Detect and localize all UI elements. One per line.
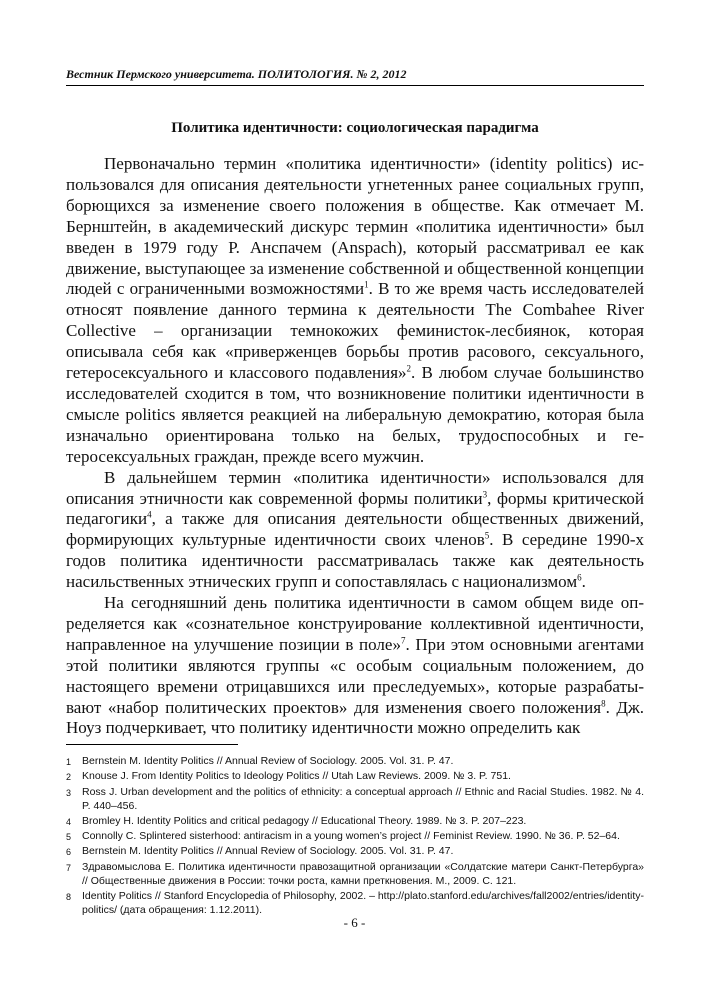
footnote-text: Bernstein M. Identity Politics // Annual Review of Sociology. 2005. Vol. 31. P. 47. xyxy=(82,845,454,858)
section-title: Политика идентичности: социологическая парадигма xyxy=(171,120,539,136)
footnote-number: 1 xyxy=(66,757,72,767)
footnote-ref[interactable]: 8 xyxy=(601,697,606,708)
footnote-number: 8 xyxy=(66,891,72,902)
text-run: . В любом случае большинство исследователей сходится в том, что возникновение политики идентичности в смысле politics является реакцией на либеральную демократию, которая была изначально ориентирована только на белых, трудоспособных и гетеросексуальных граждан, прежде всего мужчин. xyxy=(66,363,645,466)
footnote xyxy=(66,860,644,889)
paragraph xyxy=(66,154,644,468)
text-run: . xyxy=(581,572,586,592)
footnote xyxy=(66,814,644,829)
text-run: , а также для описания деятельности общественных движений, формирующих культурные идентичности своих членов xyxy=(66,509,644,550)
footnote-number: 4 xyxy=(66,816,72,827)
page-number: - 6 - xyxy=(343,915,366,930)
footnote-text: Здравомыслова Е. Политика идентичности правозащитной организации «Солдатские матери Санкт-Петербурга» // Общественные движения в России: точки роста, камни преткновения. М., 2009. С. 121. xyxy=(82,860,644,888)
text-run: В дальнейшем термин «политика идентичности» использовался для описания этничности как современной формы политики xyxy=(66,467,644,508)
running-header: Вестник Пермского университета. ПОЛИТОЛОГИЯ. № 2, 2012 xyxy=(66,67,407,81)
text-run: На сегодняшний день политика идентичности в самом общем виде определяется как «сознательное конструирование коллективной идентичности, направленное на улучшение позиции в поле» xyxy=(66,593,644,654)
footnote-ref[interactable]: 3 xyxy=(482,488,488,499)
text-run: . При этом основными агентами этой политики являются группы «с особым социальным положением, до настоящего времени отрицавшихся или преследуемых», которые разрабатывают «набор политических проектов» для изменения своего положения xyxy=(66,634,644,717)
footnote-ref[interactable]: 1 xyxy=(364,279,369,290)
footnote-number: 3 xyxy=(66,787,72,798)
footnote-number: 7 xyxy=(66,862,72,873)
footnote-divider xyxy=(66,744,238,745)
text-run: . В середине 1990-х годов политика идентичности рассматривалась также как деятельность насильственных этнических групп и сопоставлялась с национализмом xyxy=(66,530,644,592)
footnote xyxy=(66,785,644,814)
footnote-ref[interactable]: 4 xyxy=(147,509,152,520)
footnote-ref[interactable]: 2 xyxy=(406,363,412,374)
footnote-number: 6 xyxy=(66,847,72,858)
footnote-text: Ross J. Urban development and the politics of ethnicity: a conceptual approach // Ethnic and Racial Studies. 1982. № 4. P. 440–456. xyxy=(82,785,644,813)
footnote-text: Bernstein M. Identity Politics // Annual Review of Sociology. 2005. Vol. 31. P. 47. xyxy=(82,755,454,767)
paragraph xyxy=(66,593,644,739)
footnote-ref[interactable]: 5 xyxy=(484,530,490,541)
footnote-ref[interactable]: 6 xyxy=(577,572,582,583)
footnote xyxy=(66,829,644,844)
text-run: Первоначально термин «политика идентичности» (identity politics) использовался для описания деятельности угнетенных ранее социальных групп, борющихся за изменение своего положения в обществе. Как отмечает М. Бернштейн, в академический дискурс термин «политика идентичности» был введен в 1979 году Р. Анспачем (Anspach), который рассматривал ее как движение, выступающее за изменение собственной и общественной концепции людей с ограниченными возможностями xyxy=(66,154,644,299)
article-body xyxy=(66,154,644,739)
footnote-text: Identity Politics // Stanford Encyclopedia of Philosophy, 2002. – http://plato.stanford.edu/archives/fall2002/entries/identity-politics/ (дата обращения: 1.12.2011). xyxy=(82,889,644,917)
footnote-number: 2 xyxy=(66,772,72,783)
footnote xyxy=(66,754,644,769)
footnote-ref[interactable]: 7 xyxy=(400,635,406,646)
footnote-number: 5 xyxy=(66,832,72,843)
footnotes xyxy=(66,754,644,917)
text-run: , формы критической педагогики xyxy=(66,488,644,529)
footnote xyxy=(66,769,644,784)
footnote-text: Bromley H. Identity Politics and critical pedagogy // Educational Theory. 1989. № 3. P. 207–223. xyxy=(82,814,527,827)
footnote-text: Connolly C. Splintered sisterhood: antiracism in a young women’s project // Feminist Review. 1990. № 36. P. 52–64. xyxy=(82,830,620,843)
footnote xyxy=(66,889,644,918)
paragraph xyxy=(66,468,644,593)
footnote xyxy=(66,844,644,859)
text-run: . Дж. Ноуз подчеркивает, что политику идентичности можно определить как xyxy=(66,697,645,738)
text-run: . В то же время часть исследователей относят появление данного термина к деятельности The Combahee River Collective – организации темнокожих феминисток-лесбиянок, которая описывала себя как «приверженцев борьбы против расового, сексуального, гетеросексуального и классового подавления» xyxy=(66,279,644,383)
footnote-text: Knouse J. From Identity Politics to Ideology Politics // Utah Law Reviews. 2009. № 3. P. 751. xyxy=(82,770,511,783)
header-divider xyxy=(66,85,644,86)
